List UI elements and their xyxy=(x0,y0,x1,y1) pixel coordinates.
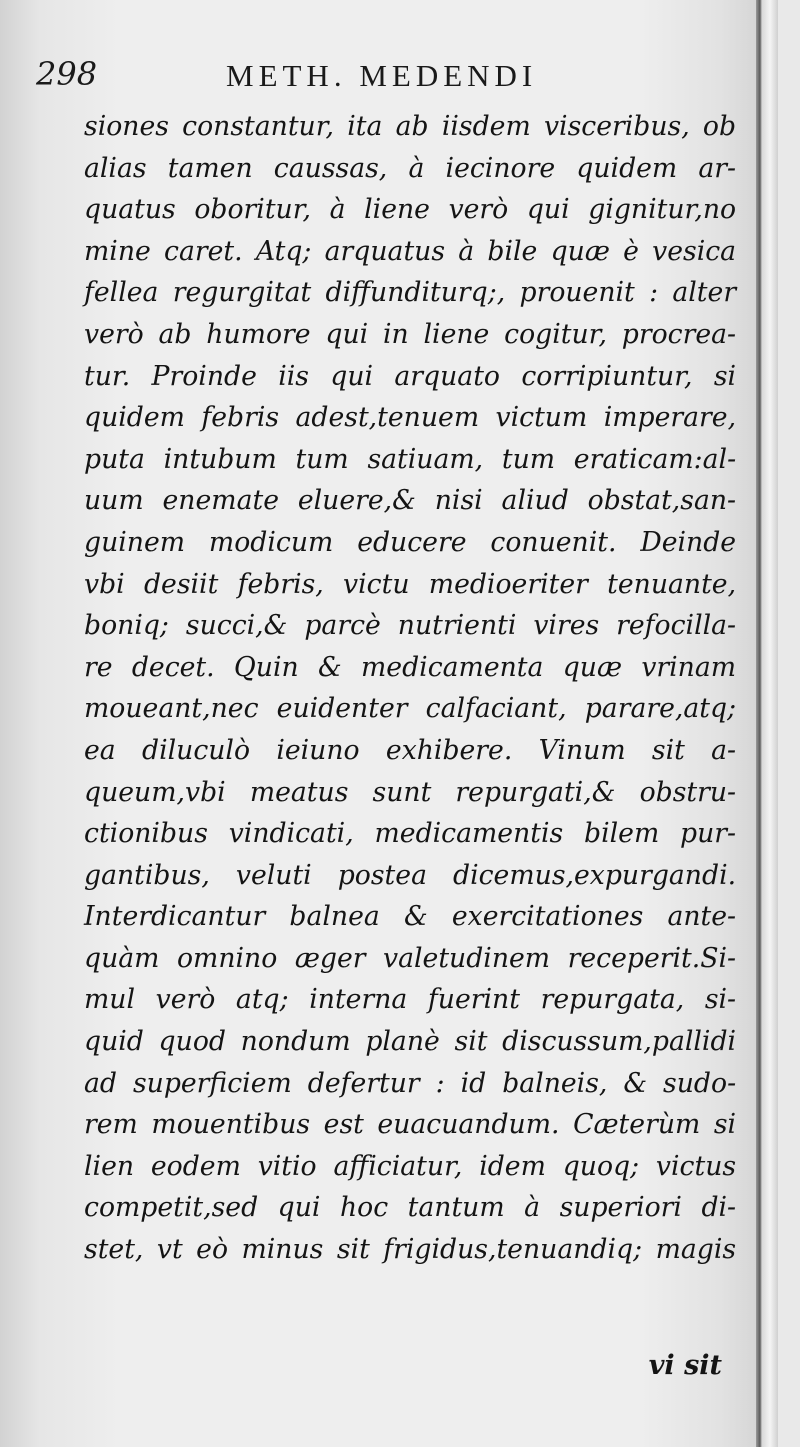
text-line: ctionibus vindicati, medicamentis bilem pur- xyxy=(84,818,737,850)
running-head: METH. MEDENDI xyxy=(226,58,538,93)
text-line: ea diluculò ieiuno exhibere. Vinum sit a- xyxy=(84,734,737,766)
text-line: guinem modicum educere conuenit. Deinde xyxy=(84,526,737,558)
text-line: competit,sed qui hoc tantum à superiori di- xyxy=(84,1192,737,1224)
text-line: mine caret. Atq; arquatus à bile quæ è vesica xyxy=(84,235,737,267)
text-line: queum,vbi meatus sunt repurgati,& obstru- xyxy=(84,776,737,808)
text-line: quàm omnino æger valetudinem receperit.Si- xyxy=(84,942,737,974)
text-line: gantibus, veluti postea dicemus,expurgandi. xyxy=(84,859,737,891)
text-line: stet, vt eò minus sit frigidus,tenuandiq; magis xyxy=(84,1234,737,1266)
body-text xyxy=(84,106,744,1271)
page-number: 298 xyxy=(36,55,98,93)
text-line: tur. Proinde iis qui arquato corripiuntur, si xyxy=(84,360,737,392)
text-line: alias tamen caussas, à iecinore quidem ar- xyxy=(84,152,737,184)
text-line: quidem febris adest,tenuem victum imperare, xyxy=(84,402,737,434)
text-line: puta intubum tum satiuam, tum eraticam:al- xyxy=(84,443,737,475)
text-line: quid quod nondum planè sit discussum,pallidi xyxy=(84,1026,737,1058)
catchword: vi sit xyxy=(648,1350,722,1381)
text-line: re decet. Quin & medicamenta quæ vrinam xyxy=(84,651,737,683)
text-line: fellea regurgitat diffunditurq;, prouenit : alter xyxy=(84,277,737,309)
page-gutter xyxy=(756,0,778,1447)
text-line: Interdicantur balnea & exercitationes ante- xyxy=(84,901,737,933)
text-line: vbi desiit febris, victu medioeriter tenuante, xyxy=(84,568,737,600)
text-line: rem mouentibus est euacuandum. Cæterùm si xyxy=(84,1109,737,1141)
text-line: verò ab humore qui in liene cogitur, procrea- xyxy=(84,318,737,350)
text-line: moueant,nec euidenter calfaciant, parare,atq; xyxy=(84,693,737,725)
text-line: siones constantur, ita ab iisdem visceribus, ob xyxy=(84,111,737,142)
text-line: lien eodem vitio afficiatur, idem quoq; victus xyxy=(84,1150,737,1182)
text-line: mul verò atq; interna fuerint repurgata, si- xyxy=(84,984,737,1016)
page-header xyxy=(36,56,736,92)
text-line: uum enemate eluere,& nisi aliud obstat,san- xyxy=(84,485,737,517)
text-line: boniq; succi,& parcè nutrienti vires refocilla- xyxy=(84,610,737,642)
text-line: quatus oboritur, à liene verò qui gignitur,no xyxy=(84,194,737,226)
text-line: ad superficiem defertur : id balneis, & sudo- xyxy=(84,1067,737,1099)
